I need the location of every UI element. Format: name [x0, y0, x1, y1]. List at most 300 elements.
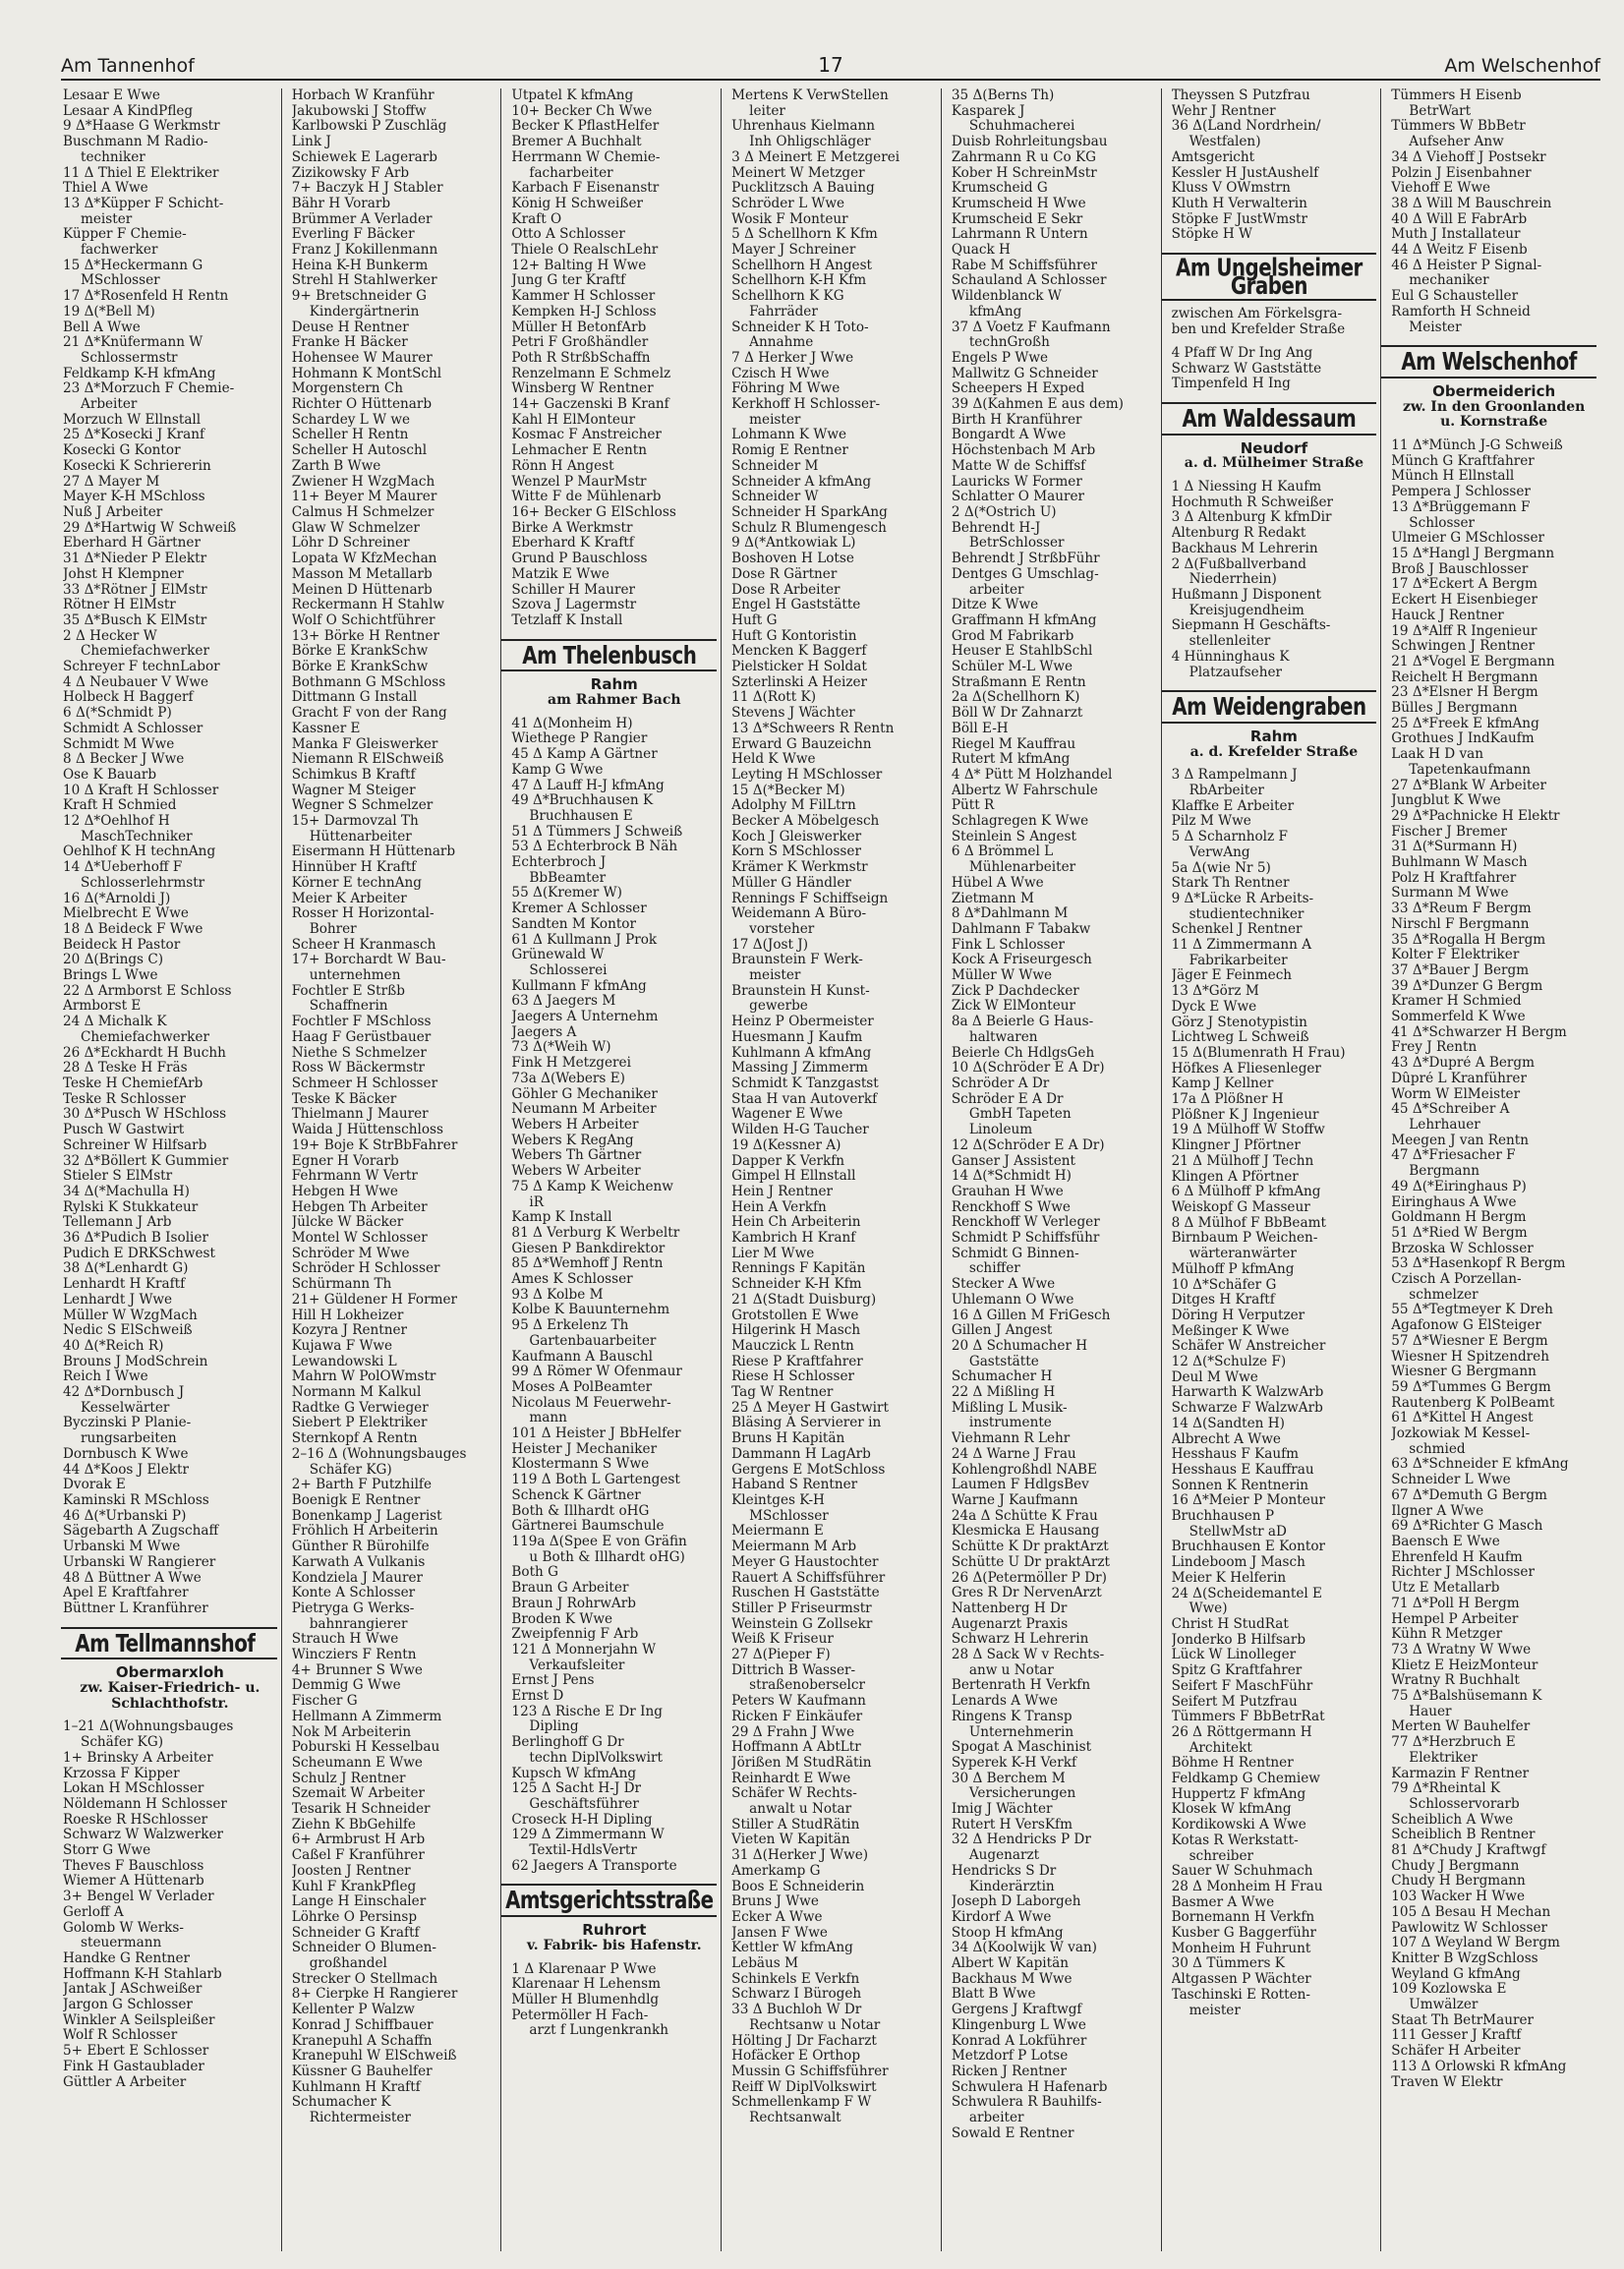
directory-entry: VerwAng: [1189, 844, 1250, 860]
directory-entry: MSchlosser: [81, 273, 160, 289]
directory-entry: Kremer A Schlosser: [511, 902, 647, 917]
directory-entry: Behrendt J StrßbFühr: [951, 552, 1100, 567]
directory-entry: Korn S MSchlosser: [731, 844, 861, 860]
directory-entry: Jaegers A Unternehm: [511, 1010, 659, 1025]
directory-entry: Schmidt K Tanzgastst: [731, 1076, 879, 1091]
directory-entry: Dipling: [529, 1719, 579, 1735]
directory-entry: Kondziela J Maurer: [291, 1570, 424, 1586]
directory-entry: Czisch A Porzellan-: [1391, 1272, 1522, 1288]
directory-entry: Tag W Rentner: [731, 1385, 834, 1401]
directory-entry: Amerkamp G: [731, 1863, 821, 1879]
directory-entry: Birnbaum P Weichen-: [1171, 1231, 1318, 1247]
directory-entry: Hüttenarbeiter: [309, 829, 412, 844]
directory-entry: Engel H Gaststätte: [731, 598, 861, 613]
directory-entry: 13 Δ*Görz M: [1171, 984, 1259, 1000]
directory-entry: Matte W de Schiffsf: [951, 458, 1086, 474]
directory-entry: Weidemann A Büro-: [731, 906, 867, 922]
directory-entry: Kotas R Werkstatt-: [1171, 1833, 1299, 1848]
directory-entry: 17a Δ Plößner H: [1171, 1092, 1284, 1108]
directory-entry: fachwerker: [81, 243, 158, 259]
directory-entry: 75 Δ*Balshüsemann K: [1391, 1689, 1542, 1705]
directory-entry: Ames K Schlosser: [511, 1272, 633, 1288]
directory-entry: Höchstenbach M Arb: [951, 443, 1096, 459]
directory-entry: Hußmann J Disponent: [1171, 587, 1321, 603]
directory-entry: Krzossa F Kipper: [63, 1766, 180, 1781]
directory-entry: Mussin G Schiffsführer: [731, 2065, 889, 2079]
directory-entry: Bruchhausen E Kontor: [1171, 1540, 1326, 1555]
directory-entry: 2 Δ(*Östrich U): [951, 504, 1057, 520]
directory-entry: 30 Δ*Pusch W HSchloss: [63, 1107, 227, 1123]
directory-entry: wärteranwärter: [1189, 1247, 1297, 1262]
directory-entry: 14 Δ(Sandten H): [1171, 1416, 1285, 1431]
directory-entry: Bülles J Bergmann: [1391, 701, 1518, 717]
directory-entry: Hebgen Th Arbeiter: [291, 1199, 428, 1215]
directory-entry: Kaufmann A Bauschl: [511, 1349, 653, 1365]
directory-entry: Warne J Kaufmann: [951, 1492, 1078, 1508]
directory-entry: Webers H Arbeiter: [511, 1118, 639, 1133]
entry-list: [1391, 438, 1596, 2090]
directory-entry: Schwarze F WalzwArb: [1171, 1401, 1323, 1417]
directory-entry: Traven W Elektr: [1391, 2074, 1503, 2090]
directory-entry: Taschinski E Rotten-: [1171, 1987, 1310, 2003]
directory-entry: Ose K Bauarb: [63, 767, 157, 783]
directory-entry: BetrSchlosser: [968, 536, 1065, 552]
directory-entry: Zietmann M: [951, 891, 1034, 906]
directory-entry: Buschmann M Radio-: [63, 135, 208, 150]
directory-entry: Meßinger K Wwe: [1171, 1323, 1290, 1339]
directory-entry: Rutert H VersKfm: [951, 1817, 1073, 1833]
directory-entry: Müller G Händler: [731, 875, 851, 891]
district-line: u. Kornstraße: [1440, 414, 1548, 431]
column-5: [941, 88, 1161, 2251]
directory-entry: Schlosservorarb: [1409, 1796, 1520, 1812]
directory-entry: Görz J Stenotypistin: [1171, 1015, 1307, 1030]
directory-entry: Schellhorn K-H Kfm: [731, 273, 867, 289]
directory-entry: Brings L Wwe: [63, 968, 158, 984]
directory-entry: Architekt: [1189, 1740, 1252, 1756]
directory-entry: MSchlosser: [749, 1508, 829, 1524]
directory-entry: 73 Δ Wratny W Wwe: [1391, 1642, 1532, 1658]
directory-entry: Richter O Hüttenarb: [291, 397, 433, 413]
directory-entry: 27 Δ(Pieper F): [731, 1648, 831, 1663]
directory-entry: 23 Δ*Elsner H Bergm: [1391, 685, 1538, 701]
directory-entry: Siepmann H Geschäfts-: [1171, 618, 1331, 634]
directory-entry: Muth J Installateur: [1391, 227, 1521, 243]
directory-entry: Franke H Bäcker: [291, 335, 408, 351]
directory-entry: Imig J Wächter: [951, 1802, 1053, 1818]
directory-entry: Nuß J Arbeiter: [63, 504, 163, 520]
directory-entry: Wiethege P Rangier: [511, 731, 648, 747]
directory-entry: Nattenberg H Dr: [951, 1600, 1068, 1616]
directory-entry: 35 Δ*Busch K ElMstr: [63, 612, 207, 628]
directory-entry: König H Schweißer: [511, 196, 644, 211]
directory-entry: Petri F Großhändler: [511, 335, 649, 351]
directory-entry: 2 Δ(Fußballverband: [1171, 556, 1306, 572]
directory-entry: meister: [81, 211, 133, 227]
street-note: zwischen Am Förkelsgra-: [1171, 306, 1343, 322]
directory-entry: Fink H Metzgerei: [511, 1056, 631, 1072]
directory-entry: Mayer J Schreiner: [731, 243, 856, 259]
directory-entry: Schimkus B Kraftf: [291, 767, 416, 783]
directory-entry: Reckermann H Stahlw: [291, 598, 444, 613]
directory-entry: Becker A Möbelgesch: [731, 814, 880, 830]
directory-entry: 24a Δ Schütte K Frau: [951, 1508, 1098, 1524]
directory-entry: Gillen J Angest: [951, 1323, 1053, 1339]
directory-entry: 17 Δ*Rosenfeld H Rentn: [63, 289, 229, 305]
directory-entry: anw u Notar: [968, 1662, 1054, 1678]
directory-entry: Hesshaus E Kauffrau: [1171, 1462, 1314, 1478]
directory-entry: 10+ Becker Ch Wwe: [511, 103, 653, 119]
directory-entry: Stiller A StudRätin: [731, 1817, 860, 1833]
directory-entry: Heina K-H Bunkerm: [291, 258, 429, 273]
directory-entry: Linoleum: [968, 1123, 1033, 1138]
directory-entry: meister: [1189, 2003, 1241, 2018]
directory-entry: Braunstein H Kunst-: [731, 983, 870, 999]
directory-entry: 6 Δ Brömmel L: [951, 844, 1054, 860]
directory-entry: Müller W Wwe: [951, 968, 1053, 984]
directory-entry: Kleintges K-H: [731, 1492, 825, 1508]
directory-entry: 71 Δ*Poll H Bergm: [1391, 1596, 1520, 1611]
directory-entry: Amtsgericht: [1171, 149, 1255, 165]
directory-entry: Lahrmann R Untern: [951, 227, 1088, 243]
directory-entry: Kuhlmann H Kraftf: [291, 2079, 421, 2095]
district-name: Neudorf: [1240, 438, 1308, 457]
directory-entry: 12+ Balting H Wwe: [511, 258, 647, 273]
directory-entry: Holbeck H Baggerf: [63, 690, 194, 706]
directory-entry: Fink L Schlosser: [951, 937, 1065, 953]
directory-entry: Schröder A Dr: [951, 1076, 1050, 1091]
directory-entry: Baensch E Wwe: [1391, 1534, 1500, 1549]
directory-entry: Glaw W Schmelzer: [291, 520, 420, 536]
directory-entry: Birke A Werkmstr: [511, 520, 633, 536]
directory-entry: 19 Δ Mülhoff W Stoffw: [1171, 1123, 1325, 1138]
directory-entry: Hill H Lokheizer: [291, 1308, 404, 1323]
directory-entry: 67 Δ*Demuth G Bergm: [1391, 1487, 1547, 1503]
directory-entry: Romig E Rentner: [731, 443, 848, 459]
directory-entry: Byczinski P Planie-: [63, 1416, 192, 1431]
directory-entry: Schreiner W Hilfsarb: [63, 1137, 207, 1153]
directory-entry: 27 Δ*Blank W Arbeiter: [1391, 778, 1546, 793]
directory-entry: Eul G Schausteller: [1391, 289, 1519, 305]
directory-entry: Webers Th Gärtner: [511, 1148, 642, 1164]
directory-entry: Kammer H Schlosser: [511, 289, 656, 305]
directory-entry: Deul M Wwe: [1171, 1369, 1258, 1385]
directory-entry: Schuhmacherei: [968, 119, 1075, 135]
directory-entry: Bruns H Kapitän: [731, 1431, 845, 1447]
directory-entry: Utz E Metallarb: [1391, 1581, 1500, 1597]
directory-entry: Kerkhoff H Schlosser-: [731, 397, 881, 413]
directory-entry: Fischer G: [291, 1694, 358, 1710]
directory-entry: Joseph D Laborgeh: [951, 1894, 1081, 1910]
directory-entry: Wwe): [1189, 1601, 1228, 1617]
directory-entry: Jung G ter Kraftf: [511, 273, 626, 289]
directory-entry: Christ H StudRat: [1171, 1616, 1289, 1632]
directory-entry: Reichelt H Bergmann: [1391, 669, 1538, 685]
column-7: [1380, 88, 1600, 2251]
directory-entry: mechaniker: [1409, 273, 1489, 289]
directory-entry: Adolphy M FilLtrn: [731, 798, 856, 814]
directory-entry: 39 Δ*Dunzer G Bergm: [1391, 978, 1543, 994]
directory-entry: Gergens J Kraftwgf: [951, 2003, 1082, 2018]
directory-entry: 19+ Boje K StrBbFahrer: [291, 1137, 458, 1153]
directory-entry: Joosten J Rentner: [291, 1863, 411, 1879]
directory-entry: Hein Ch Arbeiterin: [731, 1215, 861, 1231]
directory-entry: Echterbroch J: [511, 855, 607, 871]
directory-entry: instrumente: [968, 1416, 1052, 1431]
directory-entry: 16 Δ Gillen M FriGesch: [951, 1308, 1111, 1323]
directory-entry: Braun J RohrwArb: [511, 1596, 636, 1611]
directory-entry: Schumacher H: [951, 1369, 1053, 1385]
directory-entry: Stoop H kfmAng: [951, 1925, 1064, 1941]
directory-entry: 17 Δ(Jost J): [731, 937, 809, 953]
directory-entry: 10 Δ Kraft H Schlosser: [63, 783, 219, 798]
directory-entry: Uhrenhaus Kielmann: [731, 119, 875, 135]
directory-entry: Schlagregen K Wwe: [951, 814, 1089, 830]
directory-entry: Ernst D: [511, 1689, 564, 1705]
directory-entry: 31 Δ(*Surmann H): [1391, 840, 1518, 855]
directory-entry: Pawlowitz W Schlosser: [1391, 1920, 1548, 1936]
directory-entry: 5 Δ Scharnholz F: [1171, 830, 1288, 845]
directory-entry: Wehr J Rentner: [1171, 103, 1276, 119]
directory-entry: studientechniker: [1189, 906, 1305, 922]
directory-entry: Blatt B Wwe: [951, 1987, 1036, 2003]
directory-entry: Croseck H-H Dipling: [511, 1812, 653, 1828]
directory-entry: 2 Δ Hecker W: [63, 628, 157, 644]
directory-entry: 24 Δ Warne J Frau: [951, 1446, 1076, 1462]
directory-entry: Kupsch W kfmAng: [511, 1766, 637, 1781]
directory-entry: Fahrräder: [749, 304, 818, 320]
entry-list: [292, 88, 497, 2126]
directory-entry: Sonnen K Rentnerin: [1171, 1478, 1309, 1493]
directory-entry: 107 Δ Weyland W Bergm: [1391, 1936, 1560, 1951]
directory-entry: Schmidt A Schlosser: [63, 721, 203, 736]
directory-entry: Lier M Wwe: [731, 1246, 815, 1261]
directory-entry: 22 Δ Armborst E Schloss: [63, 983, 232, 999]
directory-entry: Klosek W kfmAng: [1171, 1802, 1292, 1818]
directory-entry: Schneider H SparkAng: [731, 504, 888, 520]
directory-entry: Mencken K Baggerf: [731, 644, 867, 660]
directory-entry: Meiermann E: [731, 1524, 824, 1540]
directory-entry: Fehrmann W Vertr: [291, 1169, 418, 1185]
directory-entry: 79 Δ*Rheintal K: [1391, 1781, 1501, 1797]
directory-entry: Urbanski W Rangierer: [63, 1554, 216, 1570]
directory-entry: Kessler H JustAushelf: [1171, 165, 1319, 181]
directory-entry: Brümmer A Verlader: [291, 211, 433, 227]
directory-entry: 29 Δ*Pachnicke H Elektr: [1391, 808, 1560, 824]
directory-entry: 16 Δ*Meier P Monteur: [1171, 1493, 1326, 1509]
directory-entry: 19 Δ(*Bell M): [63, 304, 155, 320]
directory-entry: 85 Δ*Wemhoff J Rentn: [511, 1256, 664, 1272]
directory-entry: Günther R Bürohilfe: [291, 1540, 430, 1555]
directory-entry: Bohrer: [309, 921, 357, 937]
directory-entry: Rosser H Horizontal-: [291, 906, 435, 922]
directory-entry: Jozkowiak M Kessel-: [1391, 1426, 1531, 1442]
entry-list: [511, 1962, 717, 2040]
directory-entry: Kellenter P Walzw: [291, 2003, 415, 2018]
directory-entry: Dapper K Verkfn: [731, 1153, 845, 1169]
directory-entry: Konrad A Lokführer: [951, 2033, 1087, 2049]
directory-entry: 38 Δ(*Lenhardt G): [63, 1261, 189, 1277]
directory-entry: Metzdorf P Lotse: [951, 2049, 1069, 2065]
directory-entry: meister: [749, 968, 801, 984]
directory-entry: Dittmann G Install: [291, 690, 418, 706]
district-line: v. Fabrik- bis Hafenstr.: [526, 1937, 702, 1953]
directory-entry: Kosmac F Anstreicher: [511, 428, 662, 443]
directory-entry: Rautenberg K PolBeamt: [1391, 1395, 1555, 1411]
directory-entry: Umwälzer: [1409, 1998, 1479, 2013]
directory-entry: 30 Δ Berchem M: [951, 1771, 1066, 1786]
directory-entry: Schneider M: [731, 458, 819, 474]
directory-entry: 16 Δ(*Arnoldi J): [63, 891, 171, 906]
directory-entry: Peters W Kaufmann: [731, 1694, 866, 1710]
directory-entry: Everling F Bäcker: [291, 227, 415, 243]
directory-entry: 51 Δ Tümmers J Schweiß: [511, 824, 683, 840]
directory-entry: Pietryga G Werks-: [291, 1600, 415, 1616]
directory-entry: Kober H SchreinMstr: [951, 165, 1097, 181]
directory-entry: Weiß K Friseur: [731, 1632, 834, 1648]
directory-entry: 33 Δ*Rötner J ElMstr: [63, 582, 207, 598]
directory-entry: Duisb Rohrleitungsbau: [951, 135, 1108, 150]
directory-entry: Wiemer A Hüttenarb: [63, 1874, 204, 1890]
directory-entry: Stöpke H W: [1171, 227, 1252, 243]
directory-entry: 44 Δ Weitz F Eisenb: [1391, 243, 1528, 259]
directory-entry: Rechtsanw u Notar: [749, 2017, 881, 2033]
directory-entry: mann: [529, 1411, 567, 1426]
directory-entry: 9 Δ*Haase G Werkmstr: [63, 119, 220, 135]
directory-entry: Hesshaus F Kaufm: [1171, 1447, 1300, 1463]
street-heading: [1381, 345, 1596, 378]
directory-entry: Döring H Verputzer: [1171, 1308, 1305, 1323]
directory-entry: Scheller H Rentn: [291, 428, 409, 443]
directory-entry: Zick W ElMonteur: [951, 999, 1075, 1015]
directory-entry: Engels P Wwe: [951, 350, 1049, 366]
directory-entry: 11 Δ Thiel E Elektriker: [63, 165, 219, 181]
directory-entry: Kullmann F kfmAng: [511, 978, 647, 994]
directory-entry: Kock A Friseurgesch: [951, 953, 1092, 968]
directory-entry: Kindergärtnerin: [309, 304, 420, 320]
directory-entry: Richtermeister: [309, 2111, 411, 2126]
directory-entry: Birth H Kranführer: [951, 412, 1082, 428]
directory-entry: 21 Δ(Stadt Duisburg): [731, 1292, 877, 1308]
directory-entry: 8 Δ*Dahlmann M: [951, 906, 1069, 922]
directory-entry: Riese H Schlosser: [731, 1369, 854, 1385]
directory-entry: 3 Δ Rampelmann J: [1171, 768, 1298, 784]
directory-entry: Schäfer W Rechts-: [731, 1786, 857, 1802]
directory-entry: Karmazin F Rentner: [1391, 1766, 1530, 1781]
directory-entry: Schlatter O Maurer: [951, 490, 1085, 505]
street-heading: [501, 1884, 717, 1917]
directory-entry: StellwMstr aD: [1189, 1524, 1287, 1540]
directory-entry: Teske K Bäcker: [291, 1091, 397, 1107]
directory-entry: Scheer H Kranmasch: [291, 937, 436, 953]
directory-entry: 28 Δ Monheim H Frau: [1171, 1879, 1323, 1894]
street-name: Am Tellmannshof: [75, 1629, 256, 1658]
directory-entry: Egner H Vorarb: [291, 1153, 399, 1169]
directory-entry: GmbH Tapeten: [968, 1107, 1072, 1123]
directory-entry: Behrendt H-J: [951, 520, 1041, 536]
directory-entry: Lenards A Wwe: [951, 1694, 1059, 1710]
directory-entry: 35 Δ(Berns Th): [951, 88, 1055, 103]
directory-entry: MaschTechniker: [81, 829, 193, 844]
directory-entry: Riese P Kraftfahrer: [731, 1354, 863, 1369]
directory-entry: Gaststätte: [968, 1354, 1039, 1369]
district-name: Rahm: [1249, 727, 1298, 745]
directory-entry: Becker K PflastHelfer: [511, 119, 660, 135]
directory-entry: 4 Hünninghaus K: [1171, 649, 1290, 665]
directory-entry: Armborst E: [63, 999, 142, 1015]
directory-entry: Pusch W Gastwirt: [63, 1123, 185, 1138]
directory-entry: Agafonow G ElSteiger: [1391, 1318, 1541, 1334]
directory-entry: BetrWart: [1409, 103, 1472, 119]
directory-entry: Lenhardt H Kraftf: [63, 1277, 186, 1293]
directory-entry: bahnrangierer: [309, 1616, 408, 1632]
directory-entry: Timpenfeld H Ing: [1171, 377, 1291, 392]
directory-entry: Bähr H Vorarb: [291, 196, 391, 211]
directory-entry: Schäfer H Arbeiter: [1391, 2044, 1521, 2060]
directory-entry: 44 Δ*Koos J Elektr: [63, 1462, 189, 1478]
directory-entry: Meister: [1409, 320, 1462, 335]
directory-entry: 28 Δ Sack W v Rechts-: [951, 1648, 1105, 1663]
directory-entry: 35 Δ*Rogalla H Bergm: [1391, 932, 1546, 948]
directory-entry: Tellemann J Arb: [63, 1215, 172, 1231]
directory-entry: Berlinghoff G Dr: [511, 1735, 624, 1751]
directory-entry: 34 Δ(Koolwijk W van): [951, 1941, 1097, 1956]
directory-entry: Albertz W Fahrschule: [951, 783, 1098, 798]
directory-entry: kfmAng: [968, 304, 1022, 320]
directory-entry: Inh Ohligschläger: [749, 135, 871, 150]
directory-entry: Massing J Zimmerm: [731, 1061, 869, 1076]
directory-entry: Wolf R Schlosser: [63, 2028, 178, 2044]
directory-entry: 41 Δ(Monheim H): [511, 716, 633, 731]
directory-entry: Ganser J Assistent: [951, 1153, 1075, 1169]
directory-entry: 33 Δ Buchloh W Dr: [731, 2003, 862, 2018]
directory-entry: 15 Δ*Heckermann G: [63, 258, 203, 273]
directory-entry: Lichtweg L Schweiß: [1171, 1030, 1309, 1046]
directory-entry: Czisch H Wwe: [731, 366, 830, 381]
directory-entry: 73a Δ(Webers E): [511, 1071, 625, 1086]
directory-entry: Pilz M Wwe: [1171, 814, 1251, 830]
directory-entry: Lewandowski L: [291, 1354, 397, 1369]
directory-entry: Jantak J ASchweißer: [63, 1982, 203, 1998]
directory-entry: Pucklitzsch A Bauing: [731, 181, 875, 197]
directory-entry: Seifert M Putzfrau: [1171, 1694, 1298, 1710]
directory-entry: Meier K Helferin: [1171, 1570, 1287, 1586]
directory-entry: Rylski K Stukkateur: [63, 1199, 199, 1215]
directory-entry: Harwarth K WalzwArb: [1171, 1385, 1324, 1401]
directory-entry: 29 Δ Frahn J Wwe: [731, 1724, 855, 1740]
directory-entry: Schneider K H Toto-: [731, 320, 869, 335]
directory-entry: 23 Δ*Morzuch F Chemie-: [63, 381, 235, 397]
directory-entry: Grothues J IndKaufm: [1391, 731, 1535, 747]
directory-entry: Ricken J Rentner: [951, 2065, 1067, 2079]
directory-entry: 49 Δ*Bruchhausen K: [511, 793, 654, 809]
directory-entry: schmied: [1409, 1441, 1466, 1457]
directory-entry: Ziehn K BbGehilfe: [291, 1817, 416, 1833]
directory-entry: Jargon G Schlosser: [63, 1998, 193, 2013]
directory-entry: Arbeiter: [81, 397, 138, 413]
directory-entry: 12 Δ(Schröder E A Dr): [951, 1137, 1105, 1153]
directory-entry: 34 Δ Viehoff J Postsekr: [1391, 149, 1546, 165]
directory-entry: 103 Wacker H Wwe: [1391, 1890, 1525, 1905]
directory-entry: Mahrn W PolOWmstr: [291, 1369, 436, 1385]
directory-entry: 8 Δ Becker J Wwe: [63, 752, 185, 768]
directory-entry: Schwingen J Rentner: [1391, 639, 1536, 655]
street-note: ben und Krefelder Straße: [1171, 321, 1346, 338]
directory-entry: Reinhardt E Wwe: [731, 1771, 851, 1786]
directory-entry: Schneider A kfmAng: [731, 474, 872, 490]
directory-entry: Theyssen S Putzfrau: [1171, 88, 1310, 103]
directory-entry: 10 Δ(Schröder E A Dr): [951, 1061, 1105, 1076]
